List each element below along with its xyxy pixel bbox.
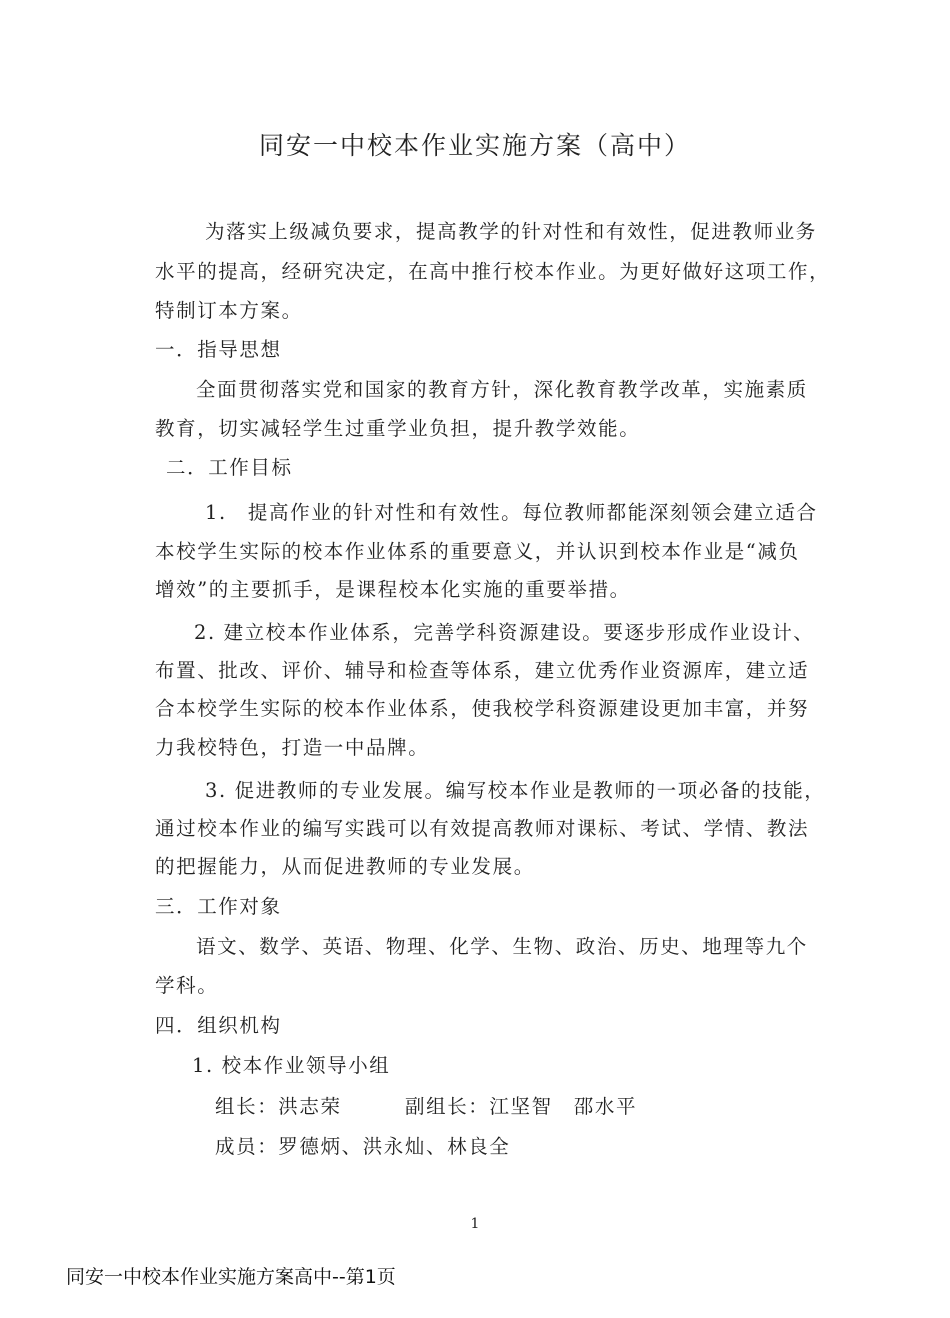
section-2-item-1-line-1: 1. 提高作业的针对性和有效性。每位教师都能深刻领会建立适合 (205, 501, 818, 524)
footer-caption: 同安一中校本作业实施方案高中--第1页 (66, 1266, 396, 1288)
intro-line-1: 为落实上级减负要求，提高教学的针对性和有效性，促进教师业务 (205, 220, 817, 243)
section-3-line-2: 学科。 (155, 974, 219, 997)
section-2-item-3-line-3: 的把握能力，从而促进教师的专业发展。 (155, 855, 535, 878)
intro-line-3: 特制订本方案。 (155, 299, 303, 322)
section-3-heading: 三．工作对象 (155, 895, 282, 918)
section-2-item-2-line-2: 布置、批改、评价、辅导和检查等体系，建立优秀作业资源库，建立适 (155, 659, 810, 682)
section-2-item-3-line-2: 通过校本作业的编写实践可以有效提高教师对课标、考试、学情、教法 (155, 817, 810, 840)
section-1-line-2: 教育，切实减轻学生过重学业负担，提升教学效能。 (155, 417, 641, 440)
section-2-item-1-line-2: 本校学生实际的校本作业体系的重要意义，并认识到校本作业是“减负 (155, 540, 800, 563)
section-2-item-3-line-1: 3. 促进教师的专业发展。编写校本作业是教师的一项必备的技能， (205, 779, 826, 802)
section-3-line-1: 语文、数学、英语、物理、化学、生物、政治、历史、地理等九个 (196, 935, 808, 958)
section-2-item-2-line-1: 2. 建立校本作业体系，完善学科资源建设。要逐步形成作业设计、 (194, 621, 815, 644)
members-text: 成员：罗德炳、洪永灿、林良全 (215, 1135, 511, 1158)
page-number: 1 (470, 1216, 480, 1232)
section-1-line-1: 全面贯彻落实党和国家的教育方针，深化教育教学改革，实施素质 (196, 378, 808, 401)
leader-text: 组长：洪志荣 (215, 1095, 342, 1118)
section-2-item-1-line-3: 增效”的主要抓手，是课程校本化实施的重要举措。 (155, 578, 631, 601)
section-4-subheading-1: 1. 校本作业领导小组 (192, 1054, 391, 1077)
section-1-heading: 一．指导思想 (155, 338, 282, 361)
section-4-heading: 四．组织机构 (155, 1014, 282, 1037)
intro-line-2: 水平的提高，经研究决定，在高中推行校本作业。为更好做好这项工作， (155, 260, 831, 283)
section-2-item-2-line-3: 合本校学生实际的校本作业体系，使我校学科资源建设更加丰富，并努 (155, 697, 810, 720)
section-2-item-2-line-4: 力我校特色，打造一中品牌。 (155, 736, 430, 759)
page-title: 同安一中校本作业实施方案（高中） (258, 131, 691, 160)
deputy-leader-text: 副组长：江坚智 邵水平 (405, 1095, 638, 1118)
section-2-heading: 二．工作目标 (166, 456, 293, 479)
